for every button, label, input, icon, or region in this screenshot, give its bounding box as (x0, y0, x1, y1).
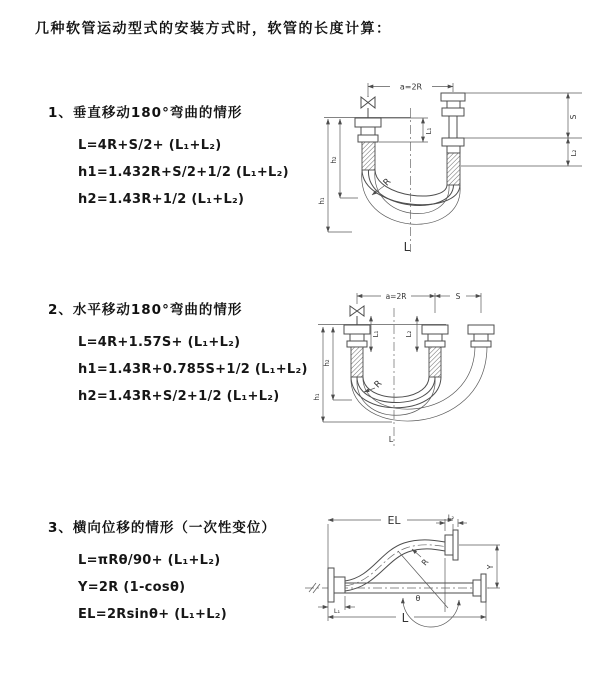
dim-label-r: R (419, 557, 431, 568)
dim-label-l2: L₂ (570, 149, 578, 157)
dim-label-theta: θ (415, 594, 421, 603)
dim-label-s: S (569, 114, 578, 120)
section-3-formula-l: L=πRθ/90+ (L₁+L₂) (78, 553, 221, 568)
dim-label-a2r: a=2R (385, 292, 407, 301)
dim-label-r: R (381, 176, 394, 189)
dim-label-r: R (372, 378, 385, 391)
dim-label-l: L (403, 240, 411, 254)
left-pipe-with-valve (344, 306, 370, 377)
dim-label-l: L (401, 611, 409, 625)
dim-label-a2r: a=2R (399, 82, 423, 92)
braided-hose-section (429, 347, 441, 377)
section-2-formula-h1: h1=1.43R+0.785S+1/2 (L₁+L₂) (78, 362, 308, 377)
dim-label-s: S (455, 292, 461, 301)
dim-label-l: L (388, 435, 394, 444)
section-1-formula-h2: h2=1.43R+1/2 (L₁+L₂) (78, 192, 245, 207)
dim-label-l2: L₂ (447, 513, 455, 521)
dim-label-l1: L₁ (425, 127, 433, 135)
dim-label-h2: h₂ (330, 156, 338, 164)
section-2-formula-l: L=4R+1.57S+ (L₁+L₂) (78, 335, 241, 350)
section-1-formula-h1: h1=1.432R+S/2+1/2 (L₁+L₂) (78, 165, 289, 180)
middle-pipe-position-1 (422, 325, 448, 377)
section-1-formula-l: L=4R+S/2+ (L₁+L₂) (78, 138, 222, 153)
left-flange (328, 568, 345, 602)
section-1-heading: 1、垂直移动180°弯曲的情形 (48, 105, 243, 121)
dim-label-y: Y (486, 564, 495, 570)
section-1 (48, 104, 289, 218)
hose-u-bend (351, 347, 487, 421)
dim-label-l2: L₂ (405, 330, 413, 338)
braided-hose-section (362, 142, 375, 170)
right-flange-original (473, 574, 486, 602)
dimension-annotations (313, 292, 481, 444)
section-2 (48, 301, 308, 415)
dim-label-h1: h₁ (313, 393, 321, 401)
right-pipe-position-2 (468, 325, 494, 347)
valve-icon (350, 306, 364, 316)
hose-u-bend (362, 170, 460, 224)
dim-label-l1: L₁ (372, 330, 380, 338)
dimension-annotations (318, 513, 500, 625)
valve-icon (361, 97, 375, 108)
section-3-formula-el: EL=2Rsinθ+ (L₁+L₂) (78, 607, 228, 622)
dim-label-h1: h₁ (318, 197, 326, 205)
dim-label-l1: L₁ (333, 607, 341, 615)
right-moving-pipe (441, 93, 465, 185)
right-flange-displaced (445, 530, 458, 560)
dim-label-h2: h₂ (323, 359, 331, 367)
section-3-formula-y: Y=2R (1-cosθ) (78, 580, 186, 595)
diagram-lateral-displacement (300, 500, 600, 660)
section-2-heading: 2、水平移动180°弯曲的情形 (48, 302, 243, 318)
section-3 (48, 519, 276, 633)
dim-label-el: EL (387, 514, 401, 527)
braided-hose-section (447, 153, 460, 185)
page-title: 几种软管运动型式的安装方式时，软管的长度计算： (35, 21, 392, 37)
diagram-horizontal-180-bend (305, 282, 600, 467)
left-pipe-with-valve (355, 96, 381, 170)
section-3-heading: 3、横向位移的情形（一次性变位） (48, 520, 276, 536)
section-2-formula-h2: h2=1.43R+S/2+1/2 (L₁+L₂) (78, 389, 280, 404)
braided-hose-section (351, 347, 363, 377)
diagram-vertical-180-bend (305, 72, 600, 267)
